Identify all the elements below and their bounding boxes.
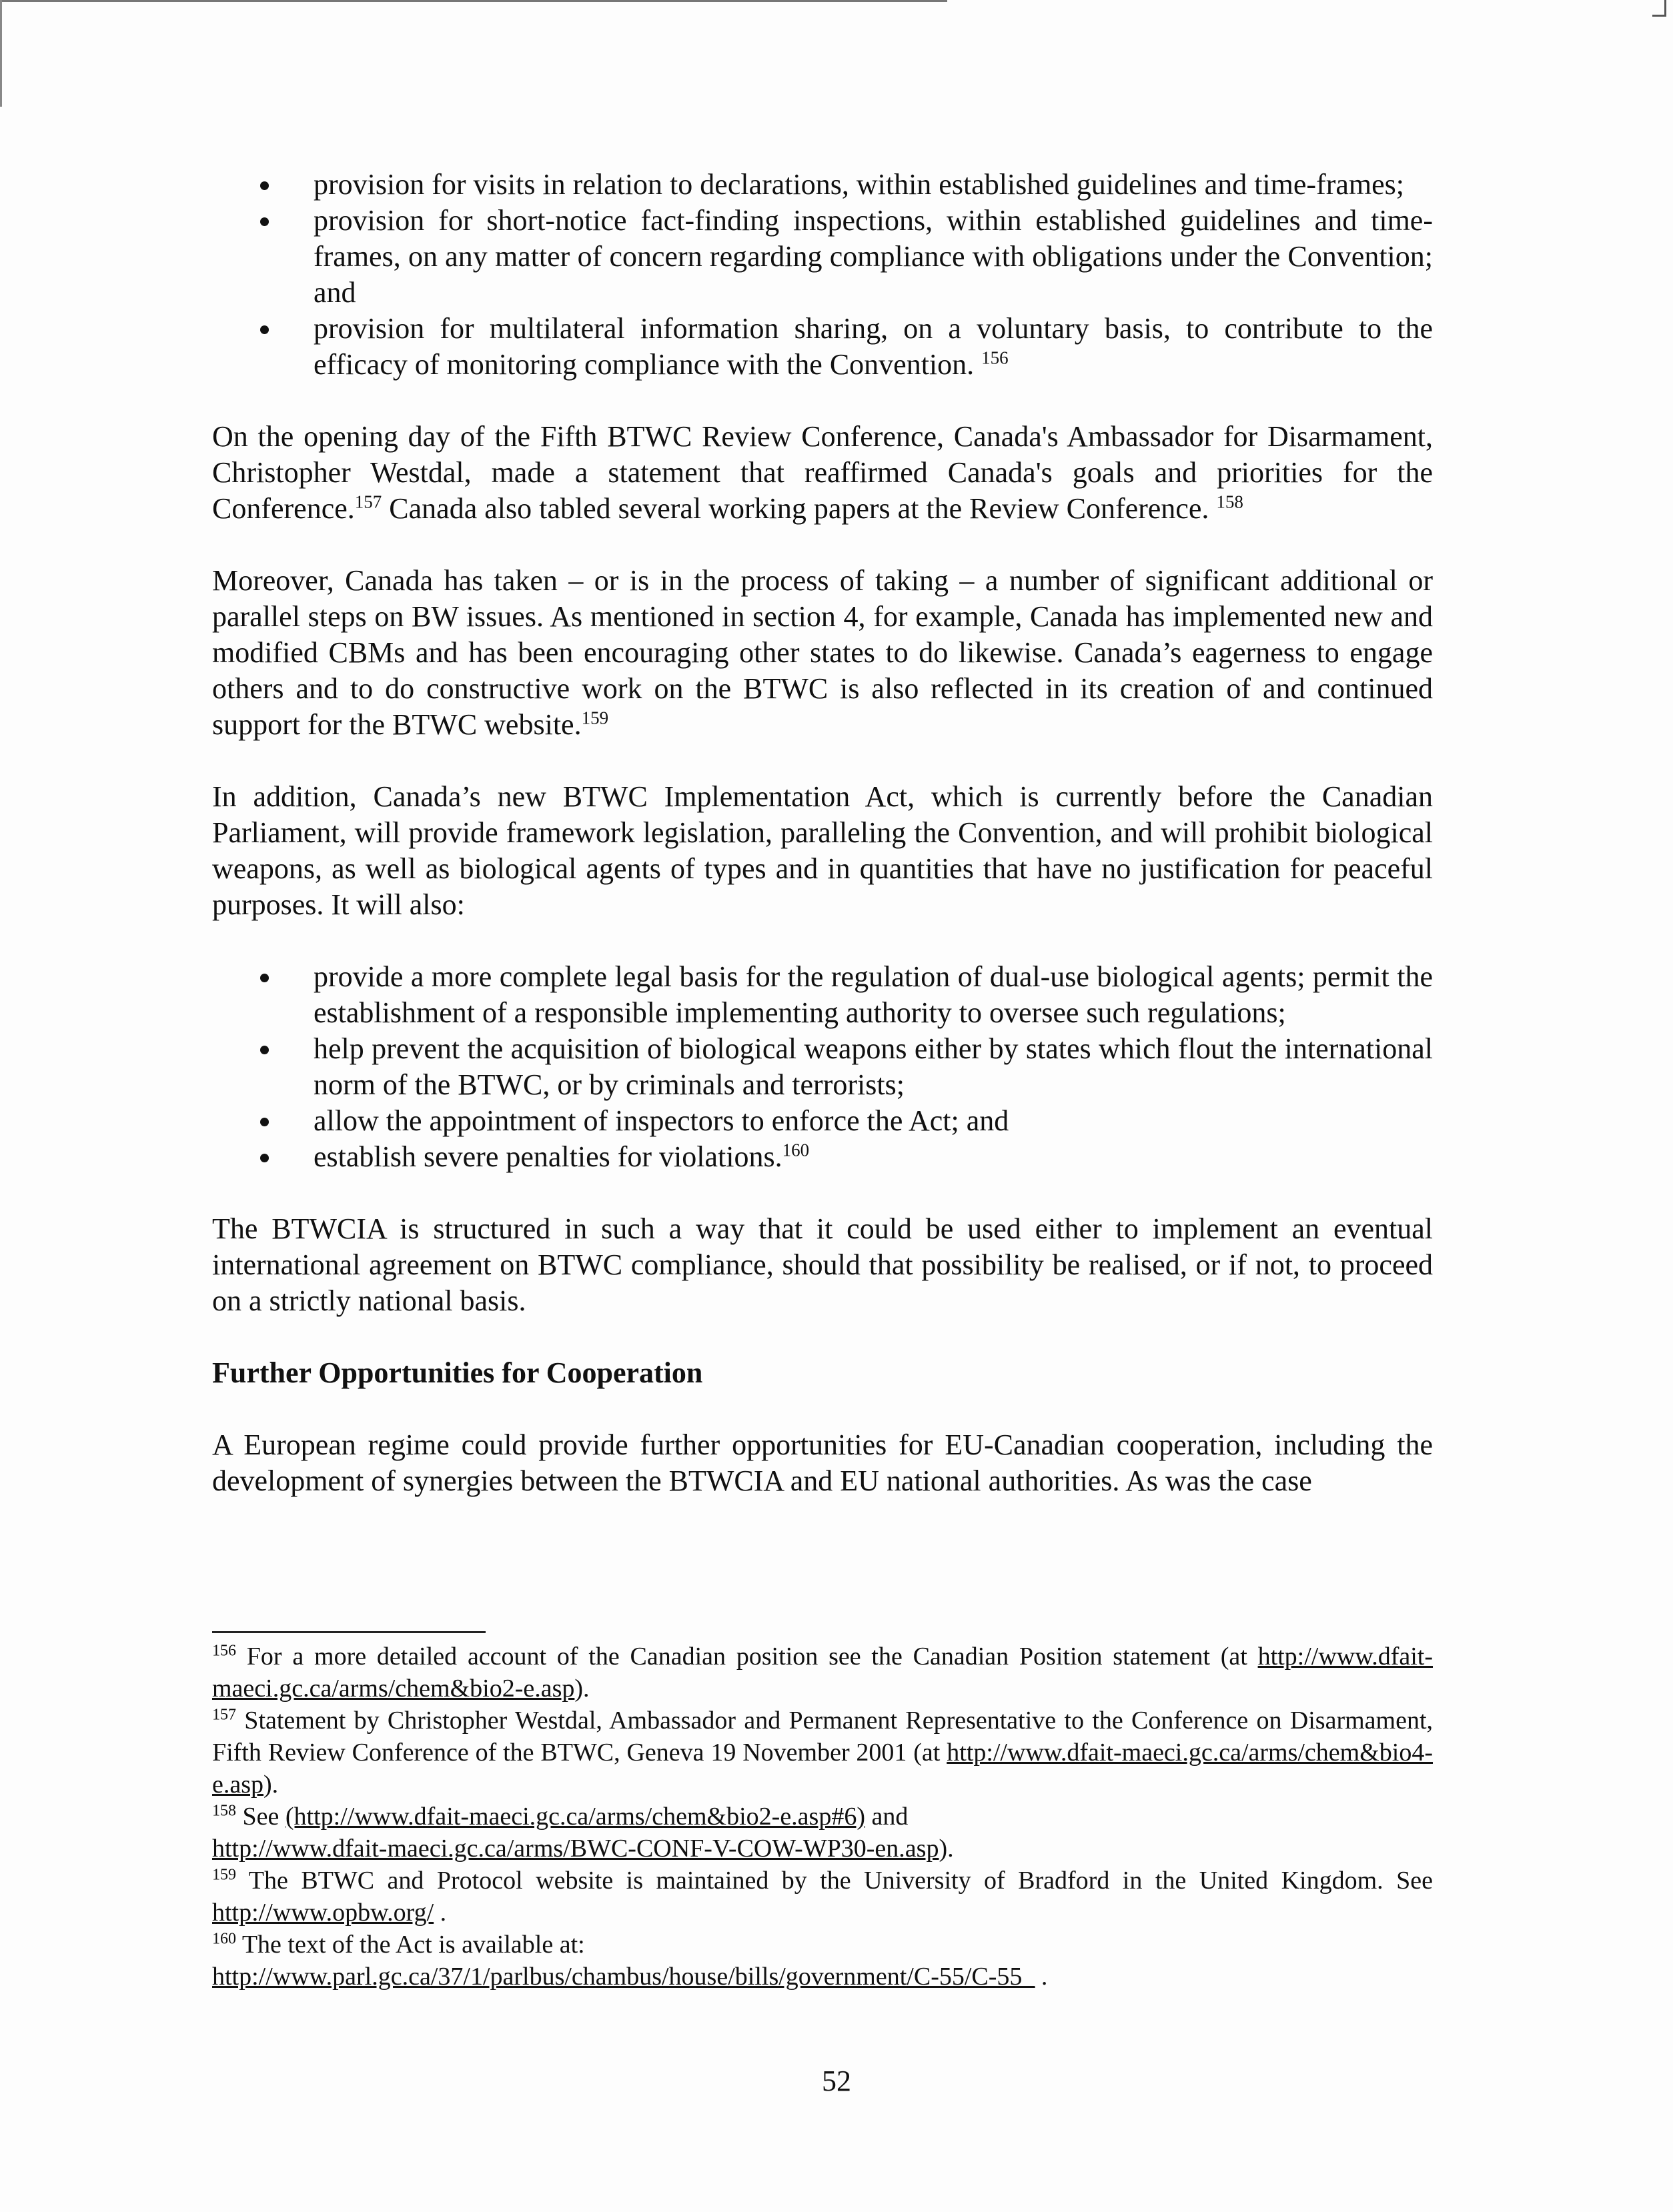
bullet-text: help prevent the acquisition of biological weapons either by states which flout the international norm of the BTWC, or by criminals and terrorists; xyxy=(314,1032,1433,1101)
footnote-159 xyxy=(212,1865,1433,1929)
bullet-list-provisions xyxy=(212,167,1433,383)
paragraph-implementation-act: In addition, Canada’s new BTWC Implementation Act, which is currently before the Canadian Parliament, will provide framework legislation, paralleling the Convention, and will prohibit biological weapons, as well as biological agents of types and in quantities that have no justification for peaceful purposes. It will also: xyxy=(212,780,1433,921)
footnote-text: . xyxy=(434,1899,447,1927)
footnote-ref[interactable]: 157 xyxy=(354,491,382,512)
paragraph-text: Moreover, Canada has taken – or is in the process of taking – a number of significant additional or parallel steps on BW issues. As mentioned in section 4, for example, Canada has implemented new and modified CBMs and has been encouraging other states to do likewise. Canada’s eagerness to engage others and to do constructive work on the BTWC is also reflected in its creation of and continued support for the BTWC website. xyxy=(212,564,1433,741)
bullet-text: allow the appointment of inspectors to enforce the Act; and xyxy=(314,1104,1009,1137)
bullet-text: provision for visits in relation to declarations, within established guidelines and time-frames; xyxy=(314,168,1404,201)
paragraph-european-regime: A European regime could provide further opportunities for EU-Canadian cooperation, including the development of synergies between the BTWCIA and EU national authorities. As was the case xyxy=(212,1428,1433,1497)
footnote-ref[interactable]: 160 xyxy=(782,1140,810,1160)
paragraph-btwcia-structure: The BTWCIA is structured in such a way that it could be used either to implement an eventual international agreement on BTWC compliance, should that possibility be realised, or if not, to proceed on a strictly national basis. xyxy=(212,1212,1433,1317)
list-item xyxy=(260,311,1433,383)
scan-edge-left xyxy=(0,0,2,107)
footnote-divider xyxy=(212,1631,486,1633)
footnote-text: The BTWC and Protocol website is maintained by the University of Bradford in the United Kingdom. See xyxy=(236,1867,1433,1895)
bullet-icon xyxy=(260,1118,269,1126)
paragraph-text: Canada also tabled several working papers at the Review Conference. xyxy=(382,492,1209,525)
footnote-160 xyxy=(212,1929,1433,1993)
footnote-number: 157 xyxy=(212,1706,236,1724)
bullet-icon xyxy=(260,1046,269,1054)
page-number: 52 xyxy=(822,2065,851,2097)
footnote-ref[interactable]: 158 xyxy=(1216,491,1243,512)
footnote-ref[interactable]: 156 xyxy=(981,347,1009,368)
list-item xyxy=(260,203,1433,311)
bullet-icon xyxy=(260,325,269,334)
bullet-icon xyxy=(260,217,269,226)
bullet-text: provision for short-notice fact-finding inspections, within established guidelines and time-frames, on any matter of concern regarding compliance with obligations under the Convention; and xyxy=(314,204,1433,309)
footnote-link[interactable]: http://www.dfait-maeci.gc.ca/arms/chem&bio4-e.asp xyxy=(212,1739,1433,1799)
footnote-link[interactable]: http://www.dfait-maeci.gc.ca/arms/chem&bio2-e.asp xyxy=(212,1642,1433,1703)
bullet-list-act-measures xyxy=(212,959,1433,1175)
paragraph-text: On the opening day of the Fifth BTWC Review Conference, Canada's Ambassador for Disarmament, Christopher Westdal, made a statement that reaffirmed Canada's goals and priorities for the Conference. xyxy=(212,420,1433,525)
scan-corner-mark xyxy=(1652,0,1666,17)
footnote-text: and xyxy=(865,1803,909,1831)
bullet-text: provision for multilateral information sharing, on a voluntary basis, to contribute to the efficacy of monitoring compliance with the Convention. xyxy=(314,312,1433,381)
bullet-text: provide a more complete legal basis for the regulation of dual-use biological agents; permit the establishment of a responsible implementing authority to oversee such regulations; xyxy=(314,960,1433,1029)
footnote-number: 156 xyxy=(212,1642,236,1660)
list-item xyxy=(260,959,1433,1031)
footnote-text: See xyxy=(236,1803,286,1831)
scan-edge-top xyxy=(0,0,947,2)
footnote-text: The text of the Act is available at: xyxy=(236,1931,585,1959)
footnote-text: For a more detailed account of the Canadian position see the Canadian Position statement (at xyxy=(236,1642,1258,1671)
list-item xyxy=(260,167,1433,203)
footnote-text: ). xyxy=(263,1771,279,1799)
footnote-ref[interactable]: 159 xyxy=(581,708,609,728)
footnote-158 xyxy=(212,1801,1433,1865)
footnote-number: 158 xyxy=(212,1802,236,1820)
footnote-link[interactable]: http://www.dfait-maeci.gc.ca/arms/BWC-CONF-V-COW-WP30-en.asp xyxy=(212,1835,939,1863)
bullet-text: establish severe penalties for violations. xyxy=(314,1140,782,1173)
list-item xyxy=(260,1139,1433,1175)
list-item xyxy=(260,1031,1433,1103)
body-text xyxy=(212,167,1433,1499)
footnote-text: Statement by Christopher Westdal, Ambassador and Permanent Representative to the Conference on Disarmament, Fifth Review Conference of the BTWC, Geneva 19 November 2001 (at xyxy=(212,1707,1433,1767)
footnote-number: 160 xyxy=(212,1930,236,1948)
footnote-text: ). xyxy=(574,1675,590,1703)
footnote-157 xyxy=(212,1705,1433,1801)
paragraph-additional-steps xyxy=(212,563,1433,743)
section-heading: Further Opportunities for Cooperation xyxy=(212,1356,703,1389)
footnote-text: . xyxy=(1035,1963,1048,1991)
list-item xyxy=(260,1103,1433,1139)
paragraph-review-conference xyxy=(212,419,1433,527)
bullet-icon xyxy=(260,974,269,982)
footnote-link[interactable]: (http://www.dfait-maeci.gc.ca/arms/chem&bio2-e.asp#6) xyxy=(285,1803,865,1831)
footnote-link[interactable]: http://www.parl.gc.ca/37/1/parlbus/chambus/house/bills/government/C-55/C-55_ xyxy=(212,1963,1035,1991)
bullet-icon xyxy=(260,181,269,190)
bullet-icon xyxy=(260,1154,269,1162)
footnote-156 xyxy=(212,1640,1433,1705)
footnote-number: 159 xyxy=(212,1866,236,1884)
footnotes xyxy=(212,1640,1433,1993)
footnote-link[interactable]: http://www.opbw.org/ xyxy=(212,1899,434,1927)
footnote-text: ). xyxy=(939,1835,954,1863)
